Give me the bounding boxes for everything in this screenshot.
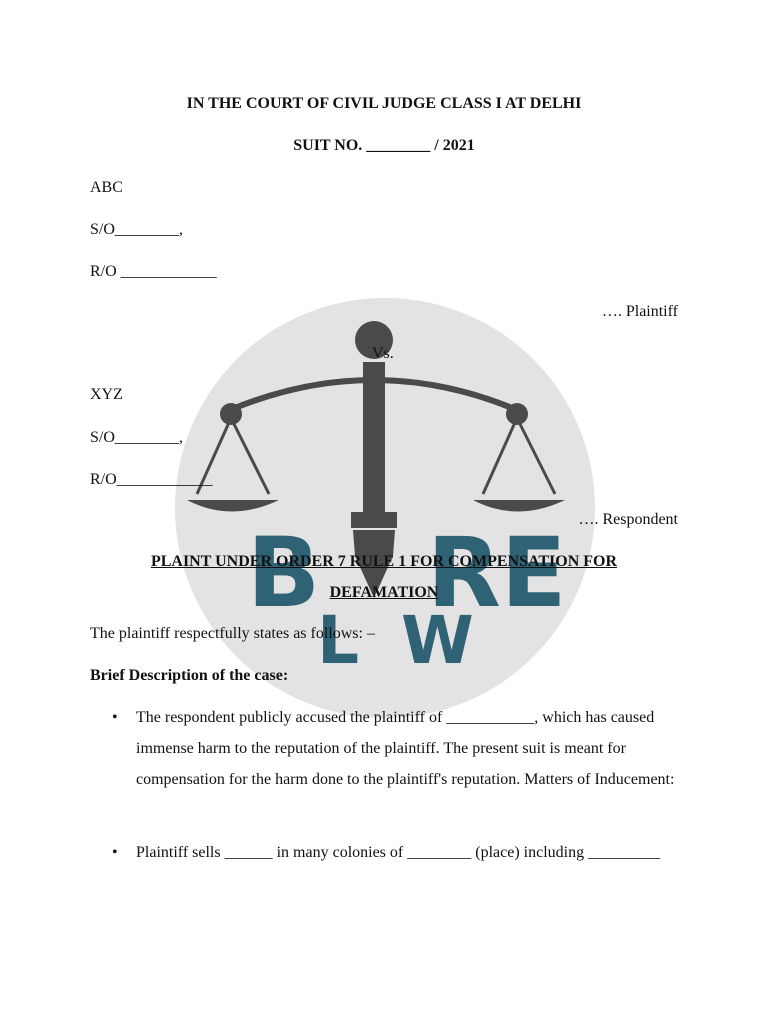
respondent-role: …. Respondent: [578, 511, 678, 528]
versus-text: Vs.: [372, 345, 394, 362]
respondent-ro: R/O____________: [90, 471, 213, 488]
plaintiff-so: S/O________,: [90, 221, 183, 238]
plaintiff-role: …. Plaintiff: [601, 303, 678, 320]
plaint-title-line2: DEFAMATION: [329, 584, 439, 601]
plaint-title-line1: PLAINT UNDER ORDER 7 RULE 1 FOR COMPENSATION FOR: [150, 553, 618, 570]
plaintiff-ro: R/O ____________: [90, 263, 217, 280]
watermark-letter-b: B: [247, 517, 321, 629]
suit-number: SUIT NO. ________ / 2021: [293, 137, 475, 154]
section-heading: Brief Description of the case:: [90, 667, 289, 684]
watermark-letters-re: RE: [427, 517, 567, 629]
respondent-so: S/O________,: [90, 429, 183, 446]
bullet-item-2: Plaintiff sells ______ in many colonies of ________ (place) including _________: [136, 844, 661, 861]
bullet-item-1: The respondent publicly accused the plaintiff of ___________, which has caused immense harm to the reputation of the plaintiff. The present suit is meant for compensation for the harm done to the plaintiff's reputation. Matters of Inducement:: [136, 709, 675, 788]
bullet-marker: •: [112, 844, 118, 861]
plaintiff-name: ABC: [90, 179, 123, 196]
respondent-name: XYZ: [90, 386, 123, 403]
bullet-marker: •: [112, 709, 118, 726]
intro-text: The plaintiff respectfully states as follows: –: [90, 625, 375, 642]
watermark-letter-l: L: [317, 602, 360, 679]
court-heading: IN THE COURT OF CIVIL JUDGE CLASS I AT DELHI: [186, 95, 582, 112]
watermark-letter-w: W: [401, 602, 474, 679]
